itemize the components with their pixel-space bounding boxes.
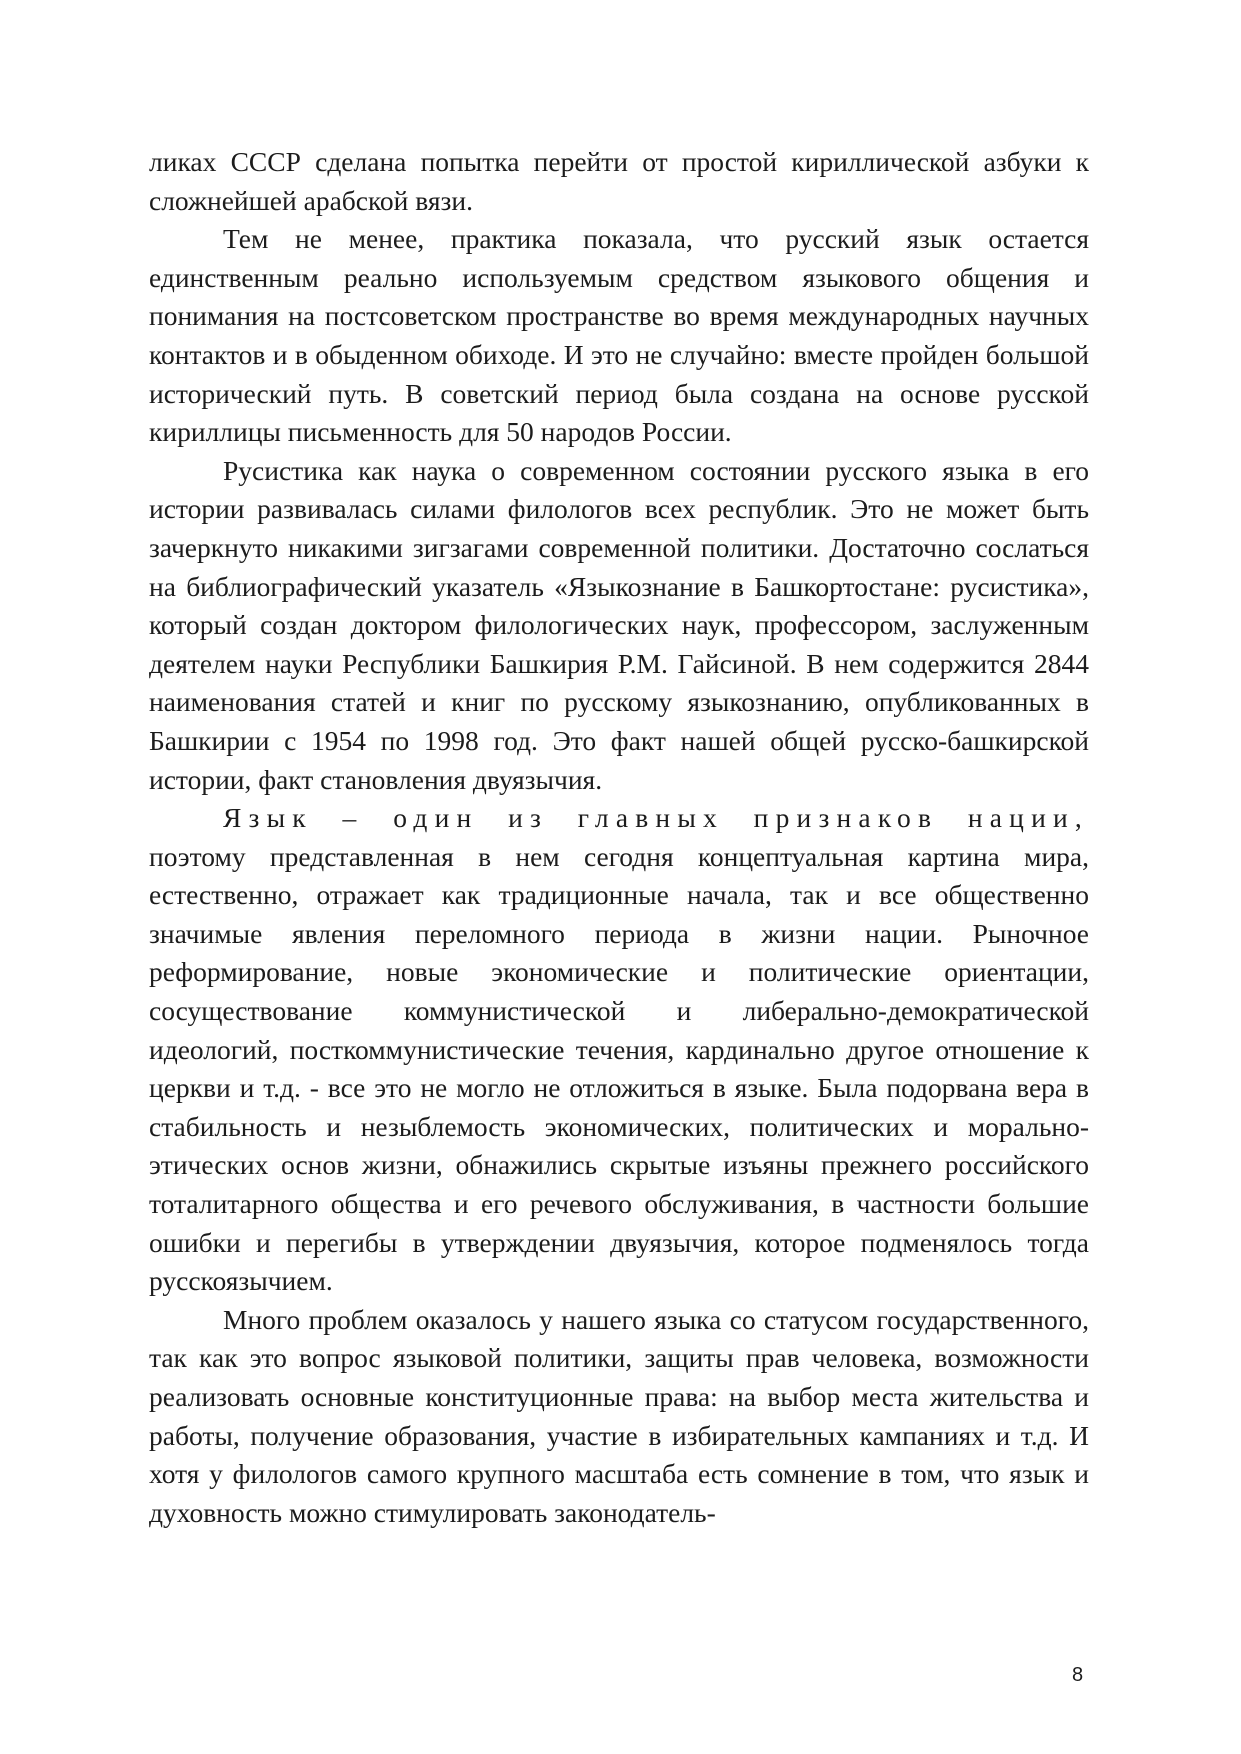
paragraph-5: Много проблем оказалось у нашего языка со статусом государственного, так как это вопрос языковой политики, защиты прав человека, возможности реализовать основные конституционные права: на выбор места жительства и работы, получение образования, участие в избирательных кампаниях и т.д. И хотя у филологов самого крупного масштаба есть сомнение в том, что язык и духовность можно стимулировать законодатель- bbox=[149, 1303, 1089, 1528]
paragraph-4-rest: поэтому представленная в нем сегодня концептуальная картина мира, естественно, отражает как традиционные начала, так и все общественно значимые явления переломного периода в жизни нации. Рыночное реформирование, новые экономические и политические ориентации, сосуществование коммунистической и либерально-демократической идеологий, посткоммунистические течения, кардинально другое отношение к церкви и т.д. - все это не могло не отложиться в языке. Была подорвана вера в стабильность и незыблемость экономических, политических и морально-этических основ жизни, обнажились скрытые изъяны прежнего российского тоталитарного общества и его речевого обслуживания, в частности большие ошибки и перегибы в утверждении двуязычия, которое подменялось тогда русскоязычием. bbox=[149, 840, 1089, 1297]
paragraph-4 bbox=[149, 799, 1089, 1301]
spaced-emphasis: Язык – один из главных признаков нации, bbox=[223, 802, 1089, 834]
paragraph-3: Русистика как наука о современном состоянии русского языка в его истории развивалась силами филологов всех республик. Это не может быть зачеркнуто никакими зигзагами современной политики. Достаточно сослаться на библиографический указатель «Языкознание в Башкортостане: русистика», который создан доктором филологических наук, профессором, заслуженным деятелем науки Республики Башкирия Р.М. Гайсиной. В нем содержится 2844 наименования статей и книг по русскому языкознанию, опубликованных в Башкирии с 1954 по 1998 год. Это факт нашей общей русско-башкирской истории, факт становления двуязычия. bbox=[149, 454, 1089, 795]
paragraph-1: ликах СССР сделана попытка перейти от простой кириллической азбуки к сложнейшей арабской вязи. bbox=[149, 146, 1089, 216]
paragraph-2: Тем не менее, практика показала, что русский язык остается единственным реально используемым средством языкового общения и понимания на постсоветском пространстве во время международных научных контактов и в обыденном обиходе. И это не случайно: вместе пройден большой исторический путь. В советский период была создана на основе русской кириллицы письменность для 50 народов России. bbox=[149, 223, 1089, 448]
page-number: 8 bbox=[1072, 1664, 1084, 1686]
body-text bbox=[149, 143, 1089, 1532]
